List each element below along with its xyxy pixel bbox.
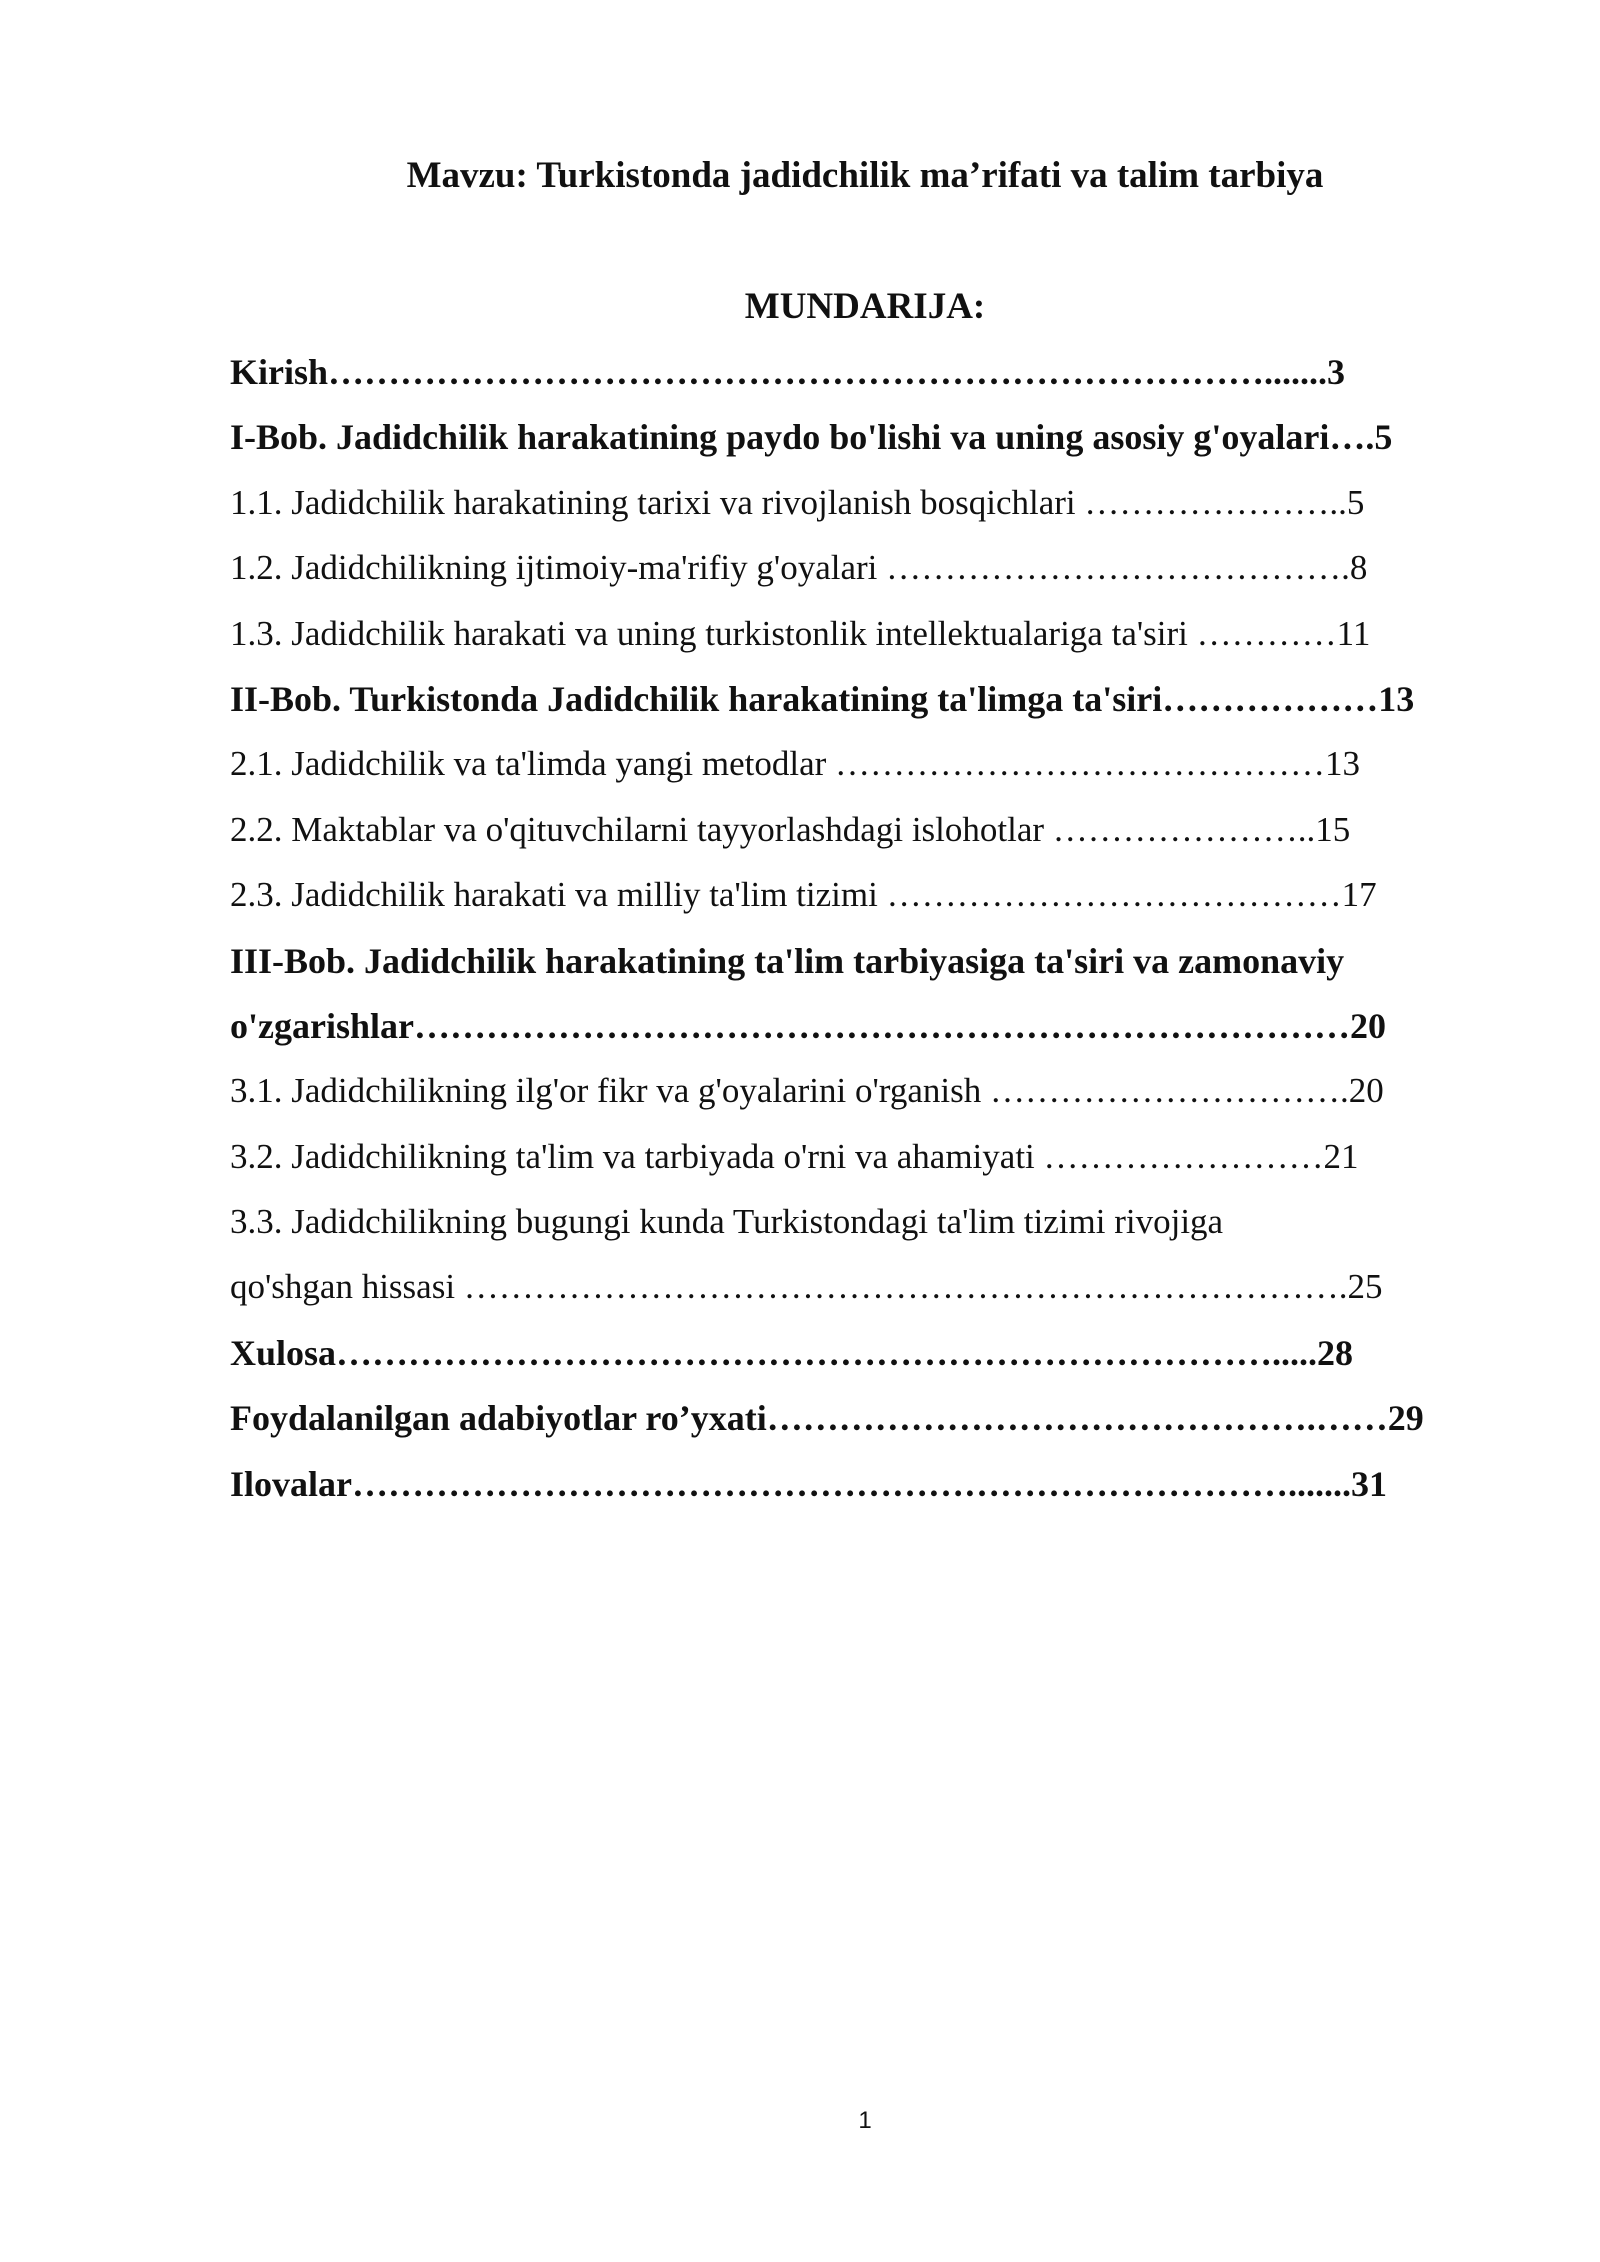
toc-entry: o'zgarishlar……………………………………………………………………20	[230, 1005, 1386, 1046]
toc-entry: 1.2. Jadidchilikning ijtimoiy-ma'rifiy g'oyalari ………………………………….8	[230, 548, 1368, 588]
table-of-contents-heading: MUNDARIJA:	[744, 286, 986, 327]
toc-entry: Foydalanilgan adabiyotlar ro’yxati……………………………………….……29	[230, 1398, 1424, 1439]
toc-entry: 3.3. Jadidchilikning bugungi kunda Turkistondagi ta'lim tizimi rivojiga	[230, 1202, 1224, 1242]
toc-entry: Kirish…………………………………………………………………….......3	[230, 352, 1346, 392]
toc-entry: Xulosa…………………………………………………………………….....28	[230, 1332, 1354, 1373]
toc-entry: I-Bob. Jadidchilik harakatining paydo bo'lishi va uning asosiy g'oyalari….5	[230, 417, 1393, 458]
toc-entry: 1.3. Jadidchilik harakati va uning turkistonlik intellektualariga ta'siri …………11	[230, 613, 1371, 653]
toc-entry: qo'shgan hissasi ………………………………………………………………….25	[230, 1267, 1383, 1307]
toc-entry: 1.1. Jadidchilik harakatining tarixi va rivojlanish bosqichlari …………………..5	[230, 482, 1365, 522]
toc-entry: 3.1. Jadidchilikning ilg'or fikr va g'oyalarini o'rganish ………………………….20	[230, 1071, 1384, 1111]
page-number: 1	[858, 2107, 872, 2134]
toc-entry: 2.2. Maktablar va o'qituvchilarni tayyorlashdagi islohotlar …………………..15	[230, 809, 1351, 849]
toc-entry: 2.1. Jadidchilik va ta'limda yangi metodlar ……………………………………13	[230, 744, 1361, 784]
toc-entry: II-Bob. Turkistonda Jadidchilik harakatining ta'limga ta'siri………………13	[230, 678, 1415, 719]
toc-entry: 3.2. Jadidchilikning ta'lim va tarbiyada o'rni va ahamiyati ……………………21	[230, 1136, 1359, 1176]
table-of-contents	[230, 346, 1500, 1523]
toc-entry: III-Bob. Jadidchilik harakatining ta'lim tarbiyasiga ta'siri va zamonaviy	[230, 940, 1345, 981]
toc-entry: Ilovalar…………………………………………………………………….......31	[230, 1463, 1387, 1504]
topic-title: Mavzu: Turkistonda jadidchilik ma’rifati va talim tarbiya	[406, 155, 1324, 196]
toc-entry: 2.3. Jadidchilik harakati va milliy ta'lim tizimi …………………………………17	[230, 875, 1377, 915]
